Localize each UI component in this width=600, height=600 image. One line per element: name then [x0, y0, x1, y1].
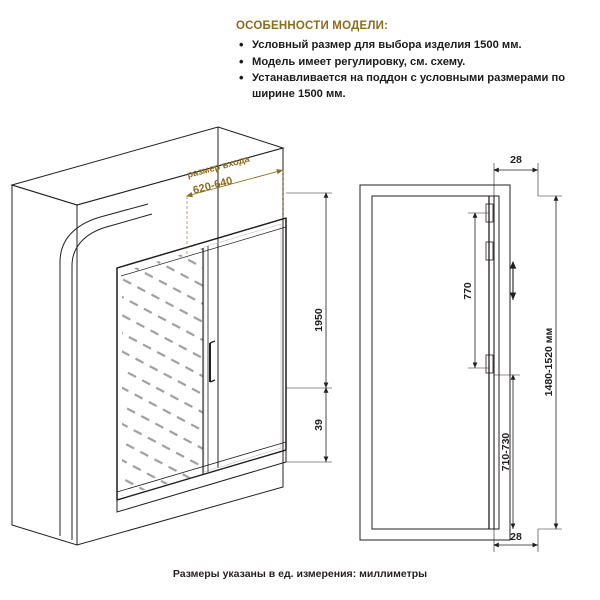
footer-note: Размеры указаны в ед. измерения: миллиметры — [172, 568, 428, 580]
top-offset-dimension — [494, 154, 538, 196]
list-item: • Условный размер для выбора изделия 1500 мм. — [252, 38, 588, 54]
list-item: • Устанавливается на поддон с условными размерами по ширине 1500 мм. — [252, 71, 588, 102]
niche-outer-rect — [360, 185, 510, 540]
height-value-39: 39 — [313, 419, 325, 431]
adjust-range-dimension — [494, 375, 520, 529]
total-range-dimension — [538, 196, 562, 529]
niche-left-wall — [12, 185, 77, 545]
right-front-view — [360, 185, 513, 540]
glass-panel-right — [204, 224, 281, 472]
entrance-label: размер входа — [185, 153, 251, 181]
bottom-offset-value: 28 — [510, 531, 522, 543]
list-item: • Модель имеет регулировку, см. схему. — [252, 55, 588, 71]
height-value-1950: 1950 — [313, 308, 325, 332]
top-offset-value: 28 — [510, 154, 522, 166]
niche-inner-rect — [372, 196, 499, 529]
height-dimension-1950 — [286, 193, 332, 388]
adjust-range-value: 710-730 — [500, 432, 512, 472]
inner-height-dimension — [462, 213, 489, 368]
inner-height-value: 770 — [462, 282, 474, 300]
left-isometric-view — [12, 127, 286, 545]
glass-hatch-left — [122, 248, 203, 496]
height-dimension-39 — [286, 388, 332, 462]
total-range-value: 1480-1520 мм — [543, 327, 555, 397]
entrance-value: 620-640 — [191, 174, 234, 197]
handle-top — [210, 341, 215, 343]
features-title: ОСОБЕННОСТИ МОДЕЛИ: — [236, 20, 389, 32]
